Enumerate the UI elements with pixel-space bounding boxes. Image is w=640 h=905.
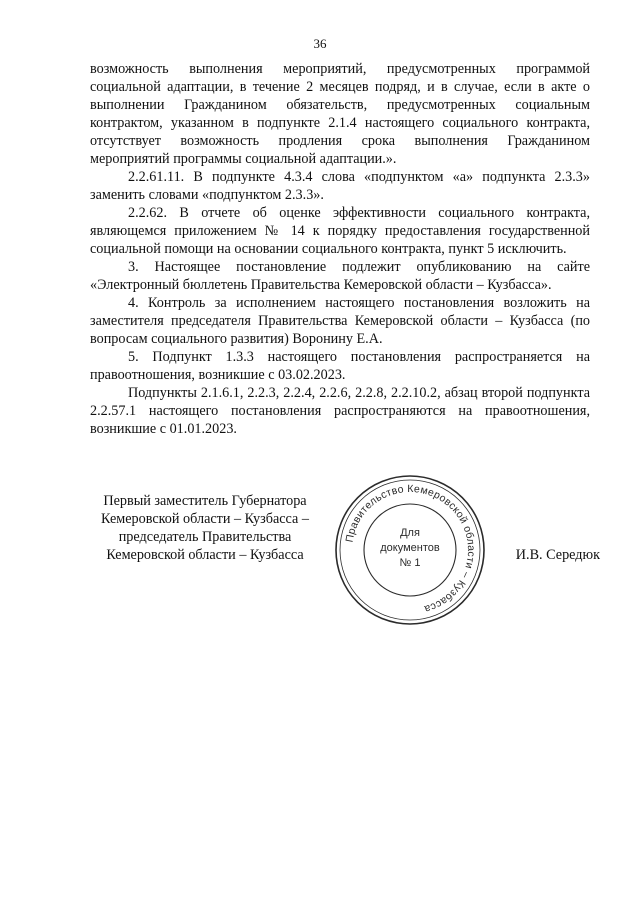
paragraph-2-2-62: 2.2.62. В отчете об оценке эффективности социального контракта, являющемся приложением № 14 к порядку предоставления государственной социальной помощи на основании социального контракта, пункт 5 исключить.	[90, 205, 590, 257]
paragraph-subpoints: Подпункты 2.1.6.1, 2.2.3, 2.2.4, 2.2.6, 2.2.8, 2.2.10.2, абзац второй подпункта 2.2.57.1 настоящего постановления распространяются на правоотношения, возникшие с 01.01.2023.	[90, 385, 590, 437]
paragraph-continuation: возможность выполнения мероприятий, предусмотренных программой социальной адаптации, в течение 2 месяцев подряд, и в случае, если в акте о выполнении Гражданином обязательств, предусмотренных социальным контрактом, указанном в подпункте 2.1.4 настоящего социального контракта, отсутствует возможность продления срока выполнения Гражданином мероприятий программы социальной адаптации.».	[90, 61, 590, 167]
paragraph-2-2-61-11: 2.2.61.11. В подпункте 4.3.4 слова «подпунктом «а» подпункта 2.3.3» заменить словами «подпунктом 2.3.3».	[90, 169, 590, 203]
paragraph-5: 5. Подпункт 1.3.3 настоящего постановления распространяется на правоотношения, возникшие с 03.02.2023.	[90, 349, 590, 383]
stamp-center-line: Для	[400, 527, 420, 539]
paragraph-3: 3. Настоящее постановление подлежит опубликованию на сайте «Электронный бюллетень Правительства Кемеровской области – Кузбасса».	[90, 259, 590, 293]
official-seal-stamp	[330, 470, 490, 630]
signatory-title-line: Кемеровской области – Кузбасса –	[101, 511, 309, 527]
stamp-center-line: № 1	[399, 557, 421, 569]
stamp-ring-text: Правительство Кемеровской области – Кузбасса	[343, 482, 478, 616]
document-body	[90, 60, 590, 438]
page-number: 36	[313, 36, 327, 51]
signatory-title-line: Кемеровской области – Кузбасса	[106, 547, 304, 563]
signatory-name: И.В. Середюк	[515, 547, 600, 563]
paragraph-4: 4. Контроль за исполнением настоящего постановления возложить на заместителя председателя Правительства Кемеровской области – Кузбасса (по вопросам социального развития) Воронину Е.А.	[90, 295, 590, 347]
signatory-title-line: Первый заместитель Губернатора	[103, 493, 307, 509]
stamp-center-line: документов	[380, 542, 440, 554]
signatory-title-line: председатель Правительства	[118, 529, 292, 545]
signatory-title	[90, 492, 320, 564]
